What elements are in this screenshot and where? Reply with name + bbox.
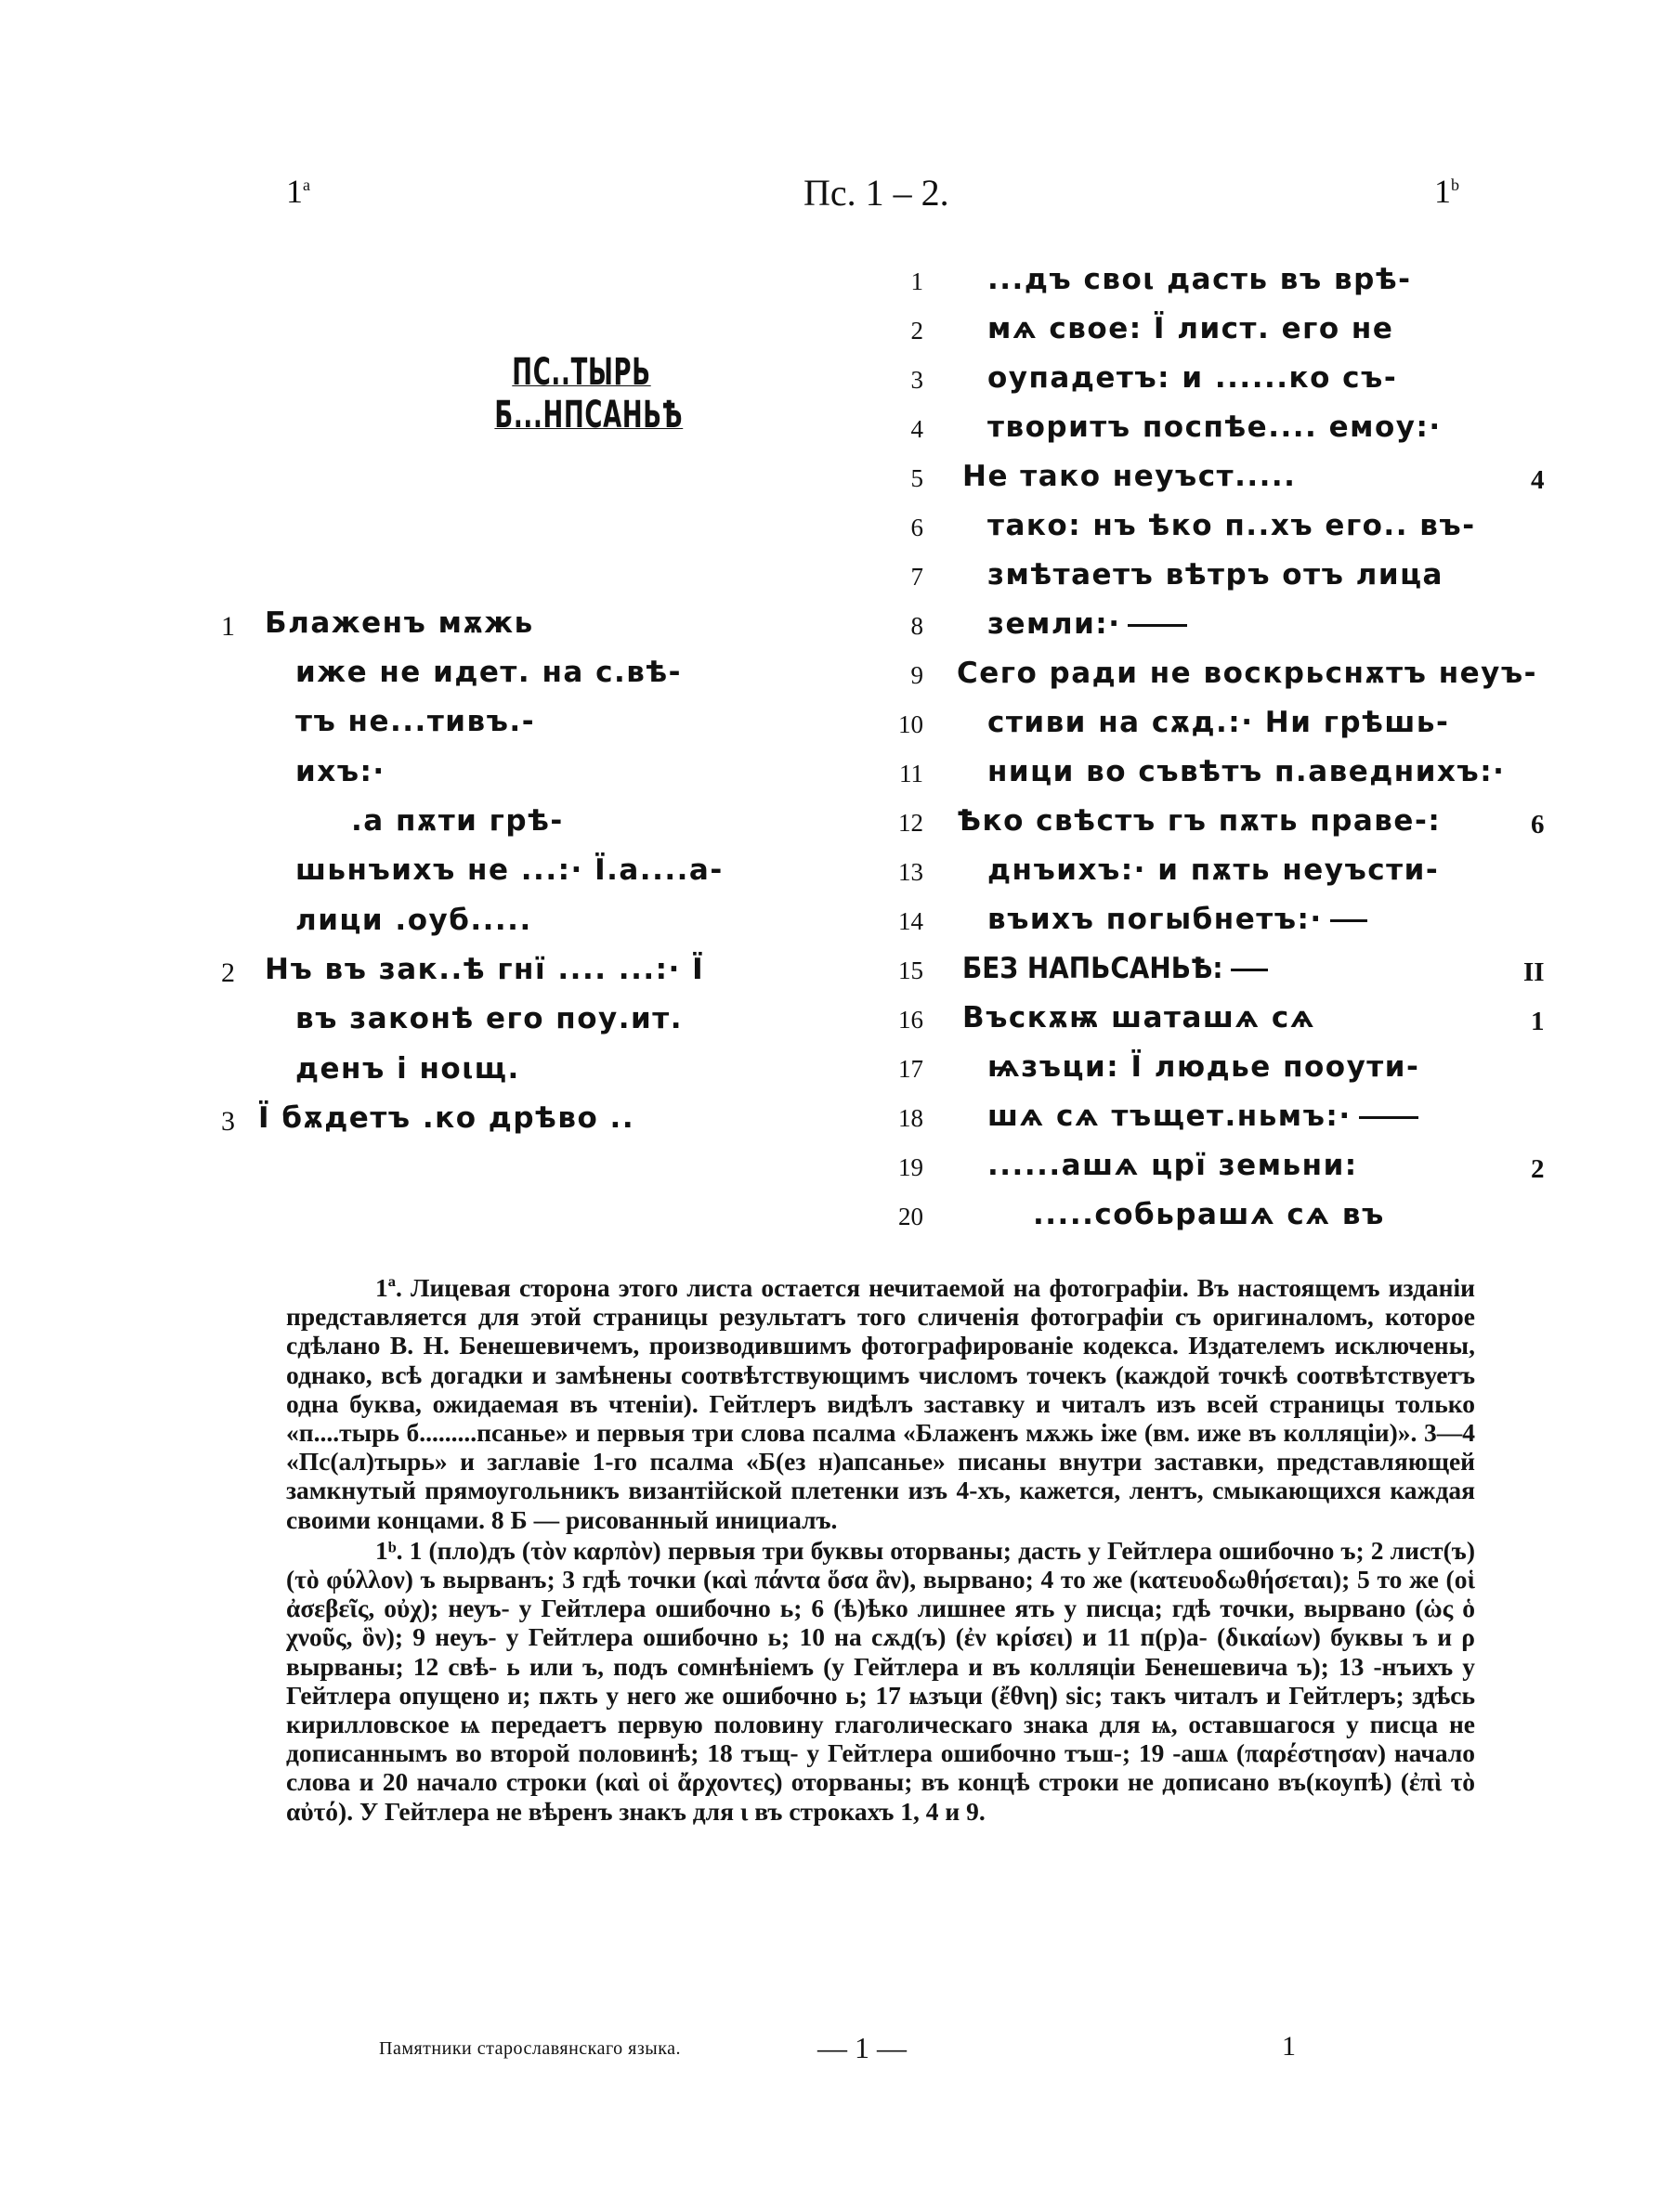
line-number: 19 [898, 1153, 923, 1181]
left-page-number: 1$^a$ [286, 173, 310, 210]
line-number: 10 [898, 710, 923, 738]
right-line: оупадетъ: и ......ко съ- [987, 361, 1398, 395]
right-line [987, 905, 1367, 934]
line-number: 20 [898, 1203, 923, 1230]
line-number: 4 [910, 415, 923, 443]
line-number: 2 [910, 317, 923, 345]
right-line: .....собьрашѧ сѧ въ [1033, 1198, 1385, 1231]
line-number: 18 [898, 1104, 923, 1132]
line-number: 17 [898, 1055, 923, 1083]
line-number: 7 [910, 563, 923, 591]
right-line: Въскѫѭ шаташѧ сѧ [962, 1001, 1316, 1034]
left-line: ихъ:· [295, 755, 385, 788]
note-paragraph-1a: 1ª. Лицевая сторона этого листа остается нечитаемой на фотографіи. Въ настоящемъ изданіи представляется для этой страницы результатъ того сличенія фотографіи съ оригиналомъ, которое сдѣлано В. Н. Бенешевичемъ, производившимъ фотографированіе кодекса. Издателемъ исключены, однако, всѣ догадки и замѣнены соотвѣтствующимъ числомъ точекъ (каждой точкѣ соотвѣтствуетъ одна буква, ожидаемая въ чтеніи). Гейтлеръ видѣлъ заставку и читалъ изъ всей страницы только «п....тырь б.........псанье» и первыя три слова псалма «Блаженъ мѫжь іже (вм. иже въ колляціи)». 3—4 «Пс(ал)тырь» и заглавіе 1-го псалма «Б(ез н)апсанье» писаны внутри заставки, представляющей замкнутый прямоугольникъ византійской плетенки изъ 4-хъ, кажется, лентъ, смыкающихся каждая своими концами. 8 Б — рисованный инициалъ. [286, 1273, 1475, 1534]
right-page-sup: b [1451, 176, 1459, 194]
line-number: 11 [899, 760, 923, 787]
right-line [962, 952, 1268, 985]
right-line [987, 607, 1187, 641]
right-line: стиви на сѫд.:· Ни грѣшь- [987, 706, 1450, 739]
line-filler-ornament [1359, 1116, 1418, 1119]
right-verse-number: 1 [1531, 1007, 1545, 1036]
right-line-text: БЕЗ НАПЬСАНЬѢ: [962, 952, 1223, 985]
right-verse-number: 6 [1531, 810, 1545, 839]
right-line: ......ашѧ црї земьни: [987, 1149, 1358, 1182]
left-line: Нъ въ зак..ѣ гнї .... ...:· Ї [265, 953, 705, 986]
line-number: 13 [898, 858, 923, 886]
right-line: ѩзъци: Ї людье пооути- [987, 1050, 1420, 1084]
right-verse-number: 4 [1531, 465, 1545, 495]
left-line: тъ не...тивъ.- [295, 705, 536, 738]
right-line: Не тако неуъст..... [962, 460, 1297, 493]
right-verse-number: 2 [1531, 1154, 1545, 1184]
line-number: 3 [910, 366, 923, 394]
line-number: 8 [910, 612, 923, 640]
left-line: денъ і ноιщ. [295, 1052, 520, 1086]
right-page-number: 1$^b$ [1434, 173, 1459, 210]
line-number: 15 [898, 956, 923, 984]
right-line: Сего ради не воскрьснѫтъ неуъ- [957, 657, 1538, 690]
right-line: Ѣко свѣстъ гъ пѫть праве-: [957, 804, 1442, 838]
title-line-1: ПС..ТЫРЬ [512, 351, 651, 394]
left-line: Блаженъ мѫжь [265, 606, 534, 640]
left-line: иже не идет. на с.вѣ- [295, 656, 683, 689]
right-line: тако: нъ ѣко п..хъ его.. въ- [987, 509, 1476, 542]
line-number: 14 [898, 907, 923, 935]
footer-page-number: — 1 — [817, 2031, 907, 2064]
right-line: творитъ поспѣе.... емоу:· [987, 410, 1442, 444]
left-verse-number: 1 [221, 611, 235, 642]
line-number: 1 [910, 267, 923, 295]
left-line: лици .оуб..... [295, 904, 532, 937]
line-number: 16 [898, 1006, 923, 1034]
left-page-sup: a [303, 176, 310, 194]
left-line: Ї бѫдетъ .ко дрѣво .. [258, 1101, 635, 1135]
left-verse-number: 3 [221, 1106, 235, 1137]
title-line-2: Б...НПСАНЬѢ [494, 394, 684, 436]
line-number: 12 [898, 809, 923, 837]
right-line-text: шѧ сѧ тъщет.ньмъ:· [987, 1099, 1352, 1133]
line-filler-ornament [1128, 624, 1187, 627]
right-line: змѣтаетъ вѣтръ отъ лица [987, 558, 1443, 592]
psalter-title [494, 351, 684, 436]
right-verse-number: II [1523, 957, 1545, 987]
right-line: ...дъ свοι дасть въ врѣ- [987, 263, 1412, 296]
line-filler-ornament [1330, 919, 1367, 922]
left-line: въ законѣ его поу.ит. [295, 1002, 683, 1035]
right-line: ници во съвѣтъ п.аведнихъ:· [987, 755, 1506, 788]
right-line [987, 1099, 1418, 1133]
right-line: днъихъ:· и пѫть неуъсти- [987, 853, 1440, 887]
line-number: 9 [910, 661, 923, 689]
line-filler-ornament [1231, 969, 1268, 971]
line-number: 6 [910, 514, 923, 541]
left-verse-number: 2 [221, 957, 235, 988]
right-line: мѧ свое: Ї лист. его не [987, 312, 1394, 345]
footer-signature-mark: 1 [1282, 2031, 1296, 2062]
critical-notes [286, 1273, 1475, 1826]
note-paragraph-1b: 1ᵇ. 1 (пло)дъ (τὸν καρπὸν) первыя три буквы оторваны; дасть у Гейтлера ошибочно ъ; 2 лист(ъ) (τὸ φύλλον) ъ вырванъ; 3 гдѣ точки (καὶ πάντα ὅσα ἂν), вырвано; 4 то же (κατευοδωθήσεται); 5 то же (οἱ ἀσεβεῖς, οὐχ); неуъ- у Гейтлера ошибочно ь; 6 (ѣ)ѣко лишнее ять у писца; гдѣ точки, вырвано (ὡς ὁ χνοῦς, ὃν); 9 неуъ- у Гейтлера ошибочно ь; 10 на сѫд(ъ) (ἐν κρίσει) и 11 п(р)а- (δικαίων) буквы ъ и ρ вырваны; 12 свѣ- ь или ъ, подъ сомнѣніемъ (у Гейтлера и въ колляціи Бенешевича ъ); 13 -нъихъ у Гейтлера опущено и; пѫть у него же ошибочно ь; 17 ѩзъци (ἔθνη) sic; такъ читалъ и Гейтлеръ; здѣсь кирилловское ѩ передаетъ первую половину глаголическаго знака для ѩ, оставшагося у писца не дописаннымъ во второй половинѣ; 18 тъщ- у Гейтлера ошибочно тъш-; 19 -ашѧ (παρέστησαν) начало слова и 20 начало строки (καὶ οἱ ἄρχοντες) оторваны; въ концѣ строки не дописано въ(коупѣ) (ἐπὶ τὸ αὐτό). У Гейтлера не вѣренъ знакъ для ι въ строкахъ 1, 4 и 9. [286, 1535, 1475, 1826]
footer-series-title: Памятники старославянскаго языка. [379, 2038, 681, 2059]
running-title: Пс. 1 – 2. [803, 172, 949, 214]
right-line-text: въихъ погыбнетъ:· [987, 903, 1323, 936]
right-line-text: земли:· [987, 607, 1121, 641]
left-line: .а пѫти грѣ- [351, 804, 564, 838]
left-line: шьнъихъ не ...:· Ї.а....а- [295, 853, 724, 887]
line-number: 5 [910, 464, 923, 492]
